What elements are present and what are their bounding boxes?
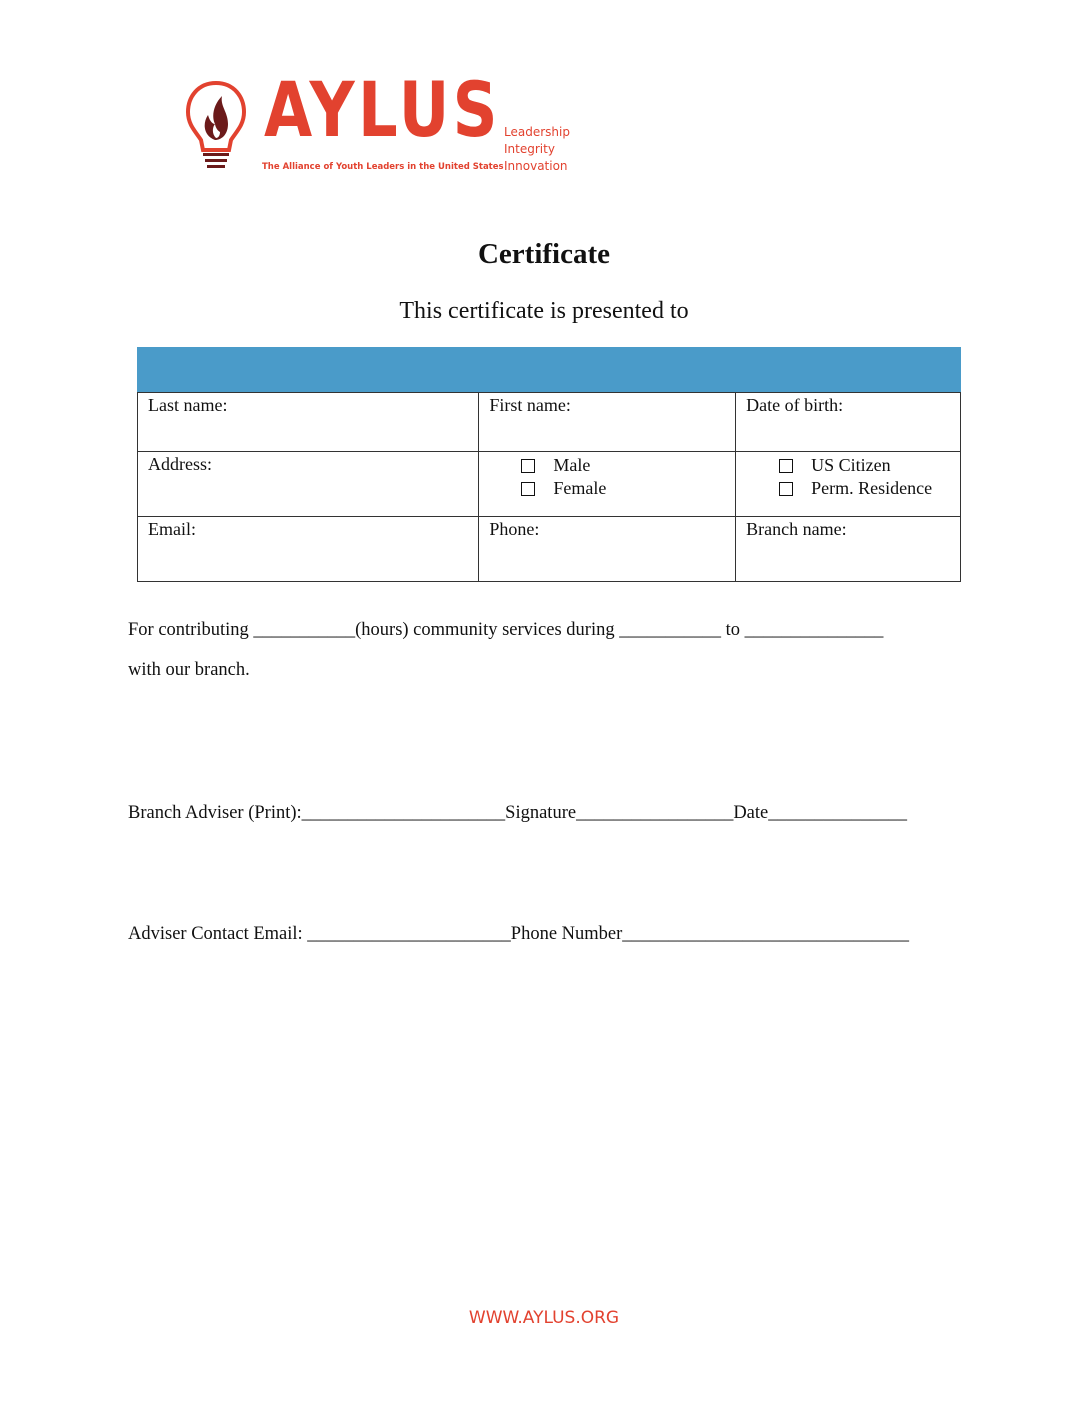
address-field[interactable]: Address: <box>138 452 479 517</box>
female-checkbox[interactable] <box>521 482 535 496</box>
logo-wordmark: AYLUS <box>264 65 501 154</box>
perm-residence-checkbox[interactable] <box>779 482 793 496</box>
adviser-signature-line: Branch Adviser (Print):______________________Signature_________________Date_______________ <box>128 803 907 823</box>
tagline-leadership: Leadership <box>504 125 570 139</box>
gender-female-option[interactable] <box>521 477 725 500</box>
lightbulb-flame-icon <box>186 80 246 172</box>
first-name-field[interactable]: First name: <box>479 393 736 452</box>
website-footer[interactable]: WWW.AYLUS.ORG <box>468 1308 620 1328</box>
last-name-field[interactable]: Last name: <box>138 393 479 452</box>
email-field[interactable]: Email: <box>138 517 479 582</box>
table-header-band <box>138 348 961 393</box>
date-of-birth-field[interactable]: Date of birth: <box>736 393 961 452</box>
adviser-contact-line: Adviser Contact Email: ______________________Phone Number_______________________________ <box>128 924 910 944</box>
perm-residence-label: Perm. Residence <box>811 478 933 498</box>
tagline-innovation: Innovation <box>504 159 568 173</box>
tagline-integrity: Integrity <box>504 142 555 156</box>
status-citizen-option[interactable] <box>779 454 950 477</box>
branch-line: with our branch. <box>128 660 250 680</box>
recipient-info-table <box>137 347 961 582</box>
female-label: Female <box>553 478 607 498</box>
branch-name-field[interactable]: Branch name: <box>736 517 961 582</box>
male-label: Male <box>553 455 591 475</box>
gender-options <box>479 452 736 517</box>
phone-field[interactable]: Phone: <box>479 517 736 582</box>
male-checkbox[interactable] <box>521 459 535 473</box>
aylus-logo <box>186 65 586 180</box>
status-residence-option[interactable] <box>779 477 950 500</box>
gender-male-option[interactable] <box>521 454 725 477</box>
status-options <box>736 452 961 517</box>
us-citizen-checkbox[interactable] <box>779 459 793 473</box>
certificate-title: Certificate <box>477 238 610 270</box>
contribution-line: For contributing ___________(hours) community services during ___________ to _______________ <box>128 620 884 640</box>
header-band-cell <box>138 348 961 393</box>
logo-tagline <box>504 124 570 175</box>
logo-subtitle: The Alliance of Youth Leaders in the United States <box>262 162 504 172</box>
us-citizen-label: US Citizen <box>811 455 891 475</box>
certificate-subtitle: This certificate is presented to <box>399 298 689 324</box>
